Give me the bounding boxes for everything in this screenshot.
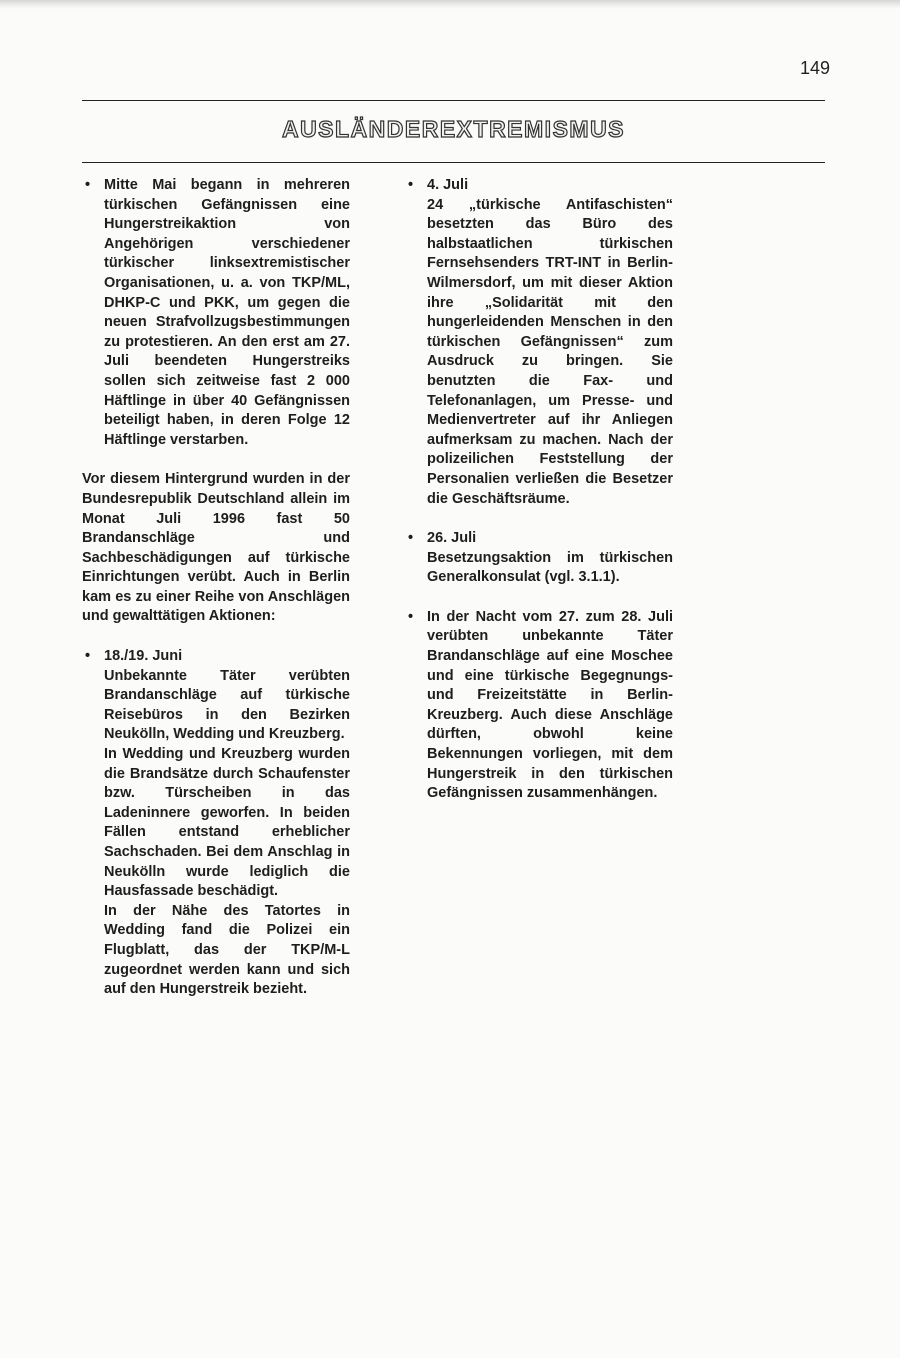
page-number: 149: [799, 58, 830, 78]
bullet-text: In der Nacht vom 27. zum 28. Juli verübten unbekannte Täter Brandanschläge auf eine Moschee und eine türkische Begegnungs- und Freizeitstätte in Berlin-Kreuzberg. Auch diese Anschläge dürften, obwohl keine Bekennungen vorliegen, mit dem Hungerstreik in den türkischen Gefängnissen zusammenhängen.: [427, 608, 673, 802]
right-bullet-item-2: [405, 529, 673, 588]
section-title: AUSLÄNDEREXTREMISMUS: [281, 116, 626, 142]
bullet-icon: •: [408, 530, 414, 547]
bullet-text: Mitte Mai begann in mehreren türkischen Gefängnissen eine Hungerstreikaktion von Angehörigen verschiedener türkischer linksextremistischer Organisationen, u. a. von TKP/ML, DHKP-C und PKK, um gegen die neuen Strafvollzugsbestimmungen zu protestieren. An den erst am 27. Juli beendeten Hungerstreiks sollen sich zeitweise fast 2 000 Häftlinge in über 40 Gefängnissen beteiligt haben, in deren Folge 12 Häftlinge verstarben.: [104, 177, 350, 448]
bullet-text: Besetzungsaktion im türkischen Generalkonsulat (vgl. 3.1.1).: [427, 549, 673, 586]
header-rule-bottom: [82, 162, 825, 163]
bullet-date-heading: 4. Juli: [427, 177, 469, 193]
right-bullet-item-1: [405, 176, 673, 509]
left-bullet-item-2: [82, 647, 350, 1000]
right-column: [405, 176, 673, 824]
bullet-text: 24 „türkische Antifaschisten“ besetzten das Büro des halbstaatlichen türkischen Fernsehsenders TRT-INT in Berlin-Wilmersdorf, um mit dieser Aktion ihre „Solidarität mit den hungerleidenden Menschen in den türkischen Gefängnissen“ zum Ausdruck zu bringen. Sie benutzten die Fax- und Telefonanlagen, um Presse- und Medienvertreter auf ihr Anliegen aufmerksam zu machen. Nach der polizeilichen Feststellung der Personalien verließen die Besetzer die Geschäftsräume.: [427, 196, 673, 507]
bullet-icon: •: [408, 608, 414, 625]
header-rule-top: [82, 100, 825, 101]
bullet-date-heading: 18./19. Juni: [104, 648, 183, 665]
bullet-icon: •: [408, 177, 414, 193]
bullet-icon: •: [85, 177, 91, 193]
left-bullet-item-1: [82, 176, 350, 450]
scan-edge: [0, 0, 900, 9]
left-column: [82, 176, 350, 1020]
bullet-text: In der Nähe des Tatortes in Wedding fand die Polizei ein Flugblatt, das der TKP/M-L zugeordnet werden kann und sich auf den Hungerstreik bezieht.: [104, 902, 350, 998]
right-bullet-item-3: [405, 608, 673, 804]
bullet-text: In Wedding und Kreuzberg wurden die Brandsätze durch Schaufenster bzw. Türscheiben in das Ladeninnere geworfen. In beiden Fällen entstand erheblicher Sachschaden. Bei dem Anschlag in Neukölln wurde lediglich die Hausfassade beschädigt.: [104, 746, 350, 900]
bullet-date-heading: 26. Juli: [427, 530, 477, 547]
intro-paragraph: Vor diesem Hintergrund wurden in der Bundesrepublik Deutschland allein im Monat Juli 1996 fast 50 Brandanschläge und Sachbeschädigungen auf türkische Einrichtungen verübt. Auch in Berlin kam es zu einer Reihe von Anschlägen und gewalttätigen Aktionen:: [82, 471, 350, 625]
bullet-icon: •: [85, 648, 91, 665]
bullet-text: Unbekannte Täter verübten Brandanschläge auf türkische Reisebüros in den Bezirken Neukölln, Wedding und Kreuzberg.: [104, 667, 350, 743]
